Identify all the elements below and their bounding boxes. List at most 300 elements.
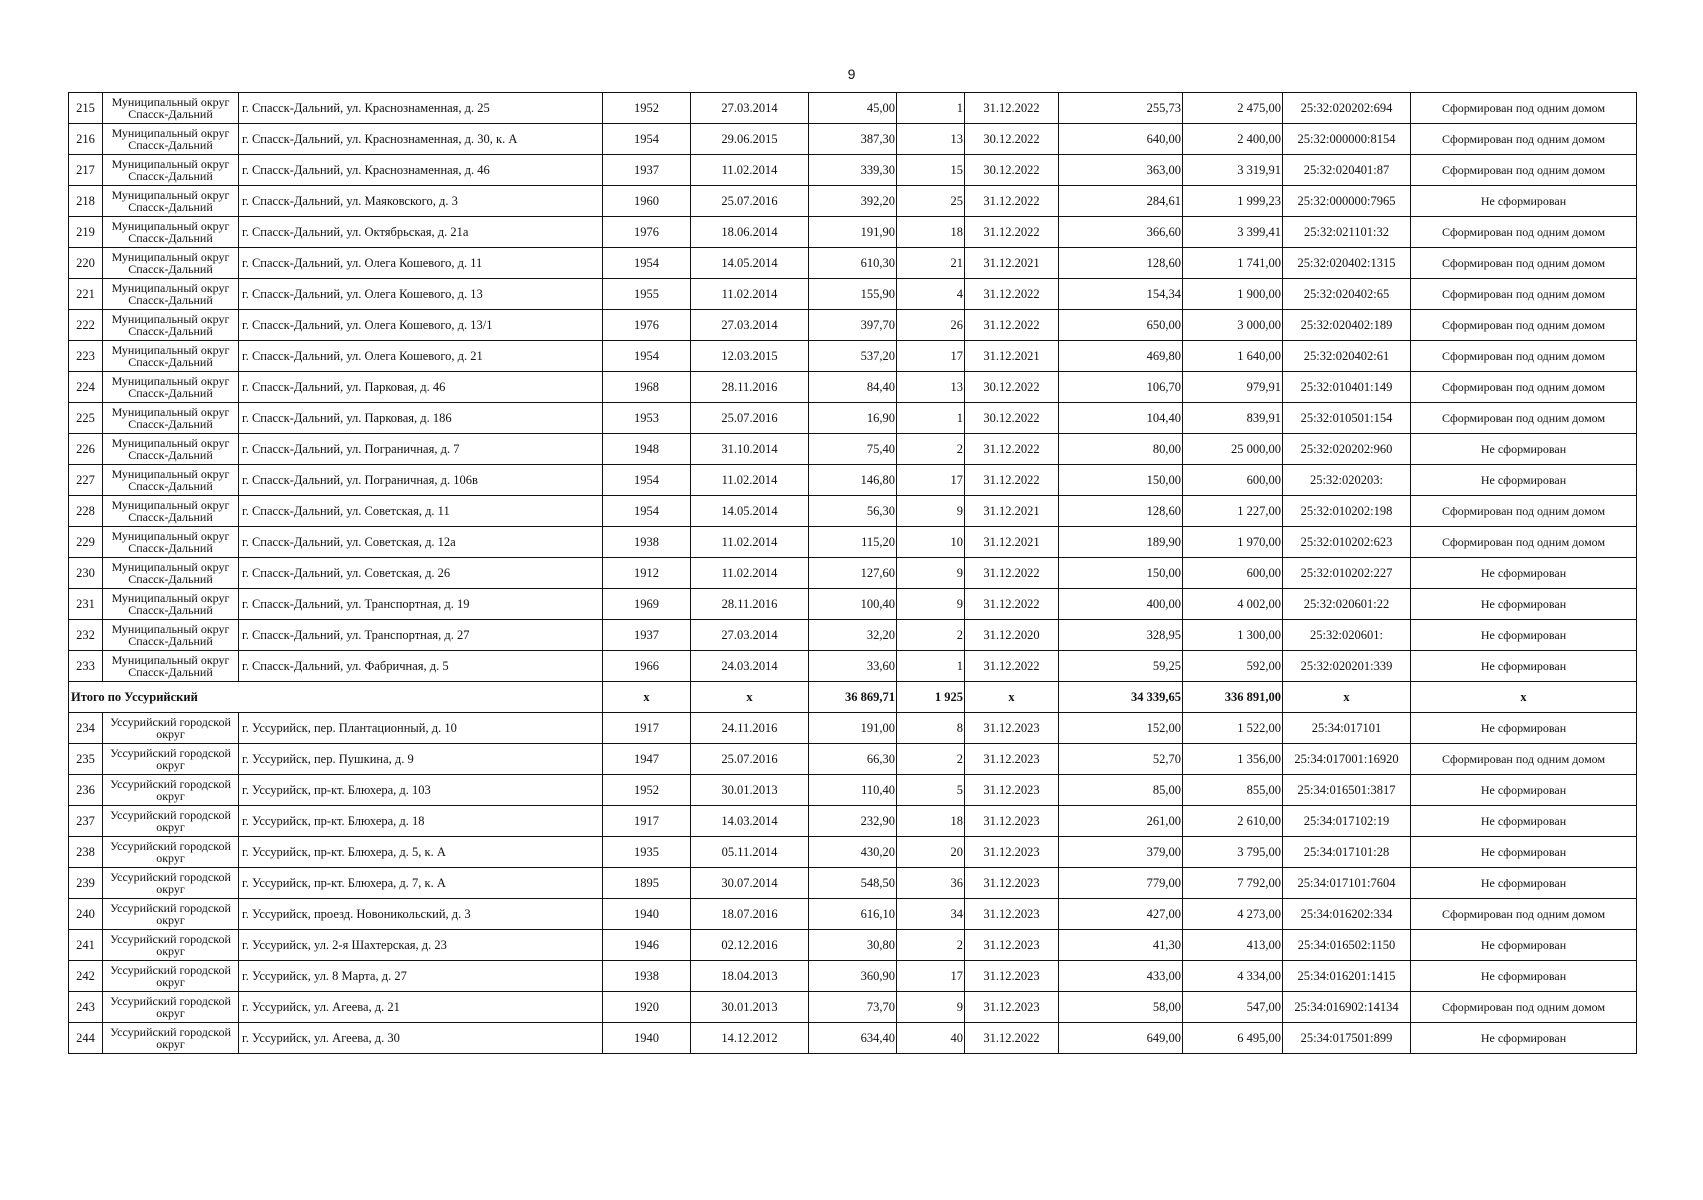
value2-cell: 4 334,00 xyxy=(1183,961,1283,992)
cadastral-number-cell: 25:32:020201:339 xyxy=(1283,651,1411,682)
table-row xyxy=(69,403,1637,434)
residents-count-cell: 15 xyxy=(897,155,965,186)
value1-cell: 150,00 xyxy=(1059,465,1183,496)
municipality-cell: Муниципальный округ Спасск-Дальний xyxy=(103,186,239,217)
total-count: 1 925 xyxy=(897,682,965,713)
land-status-cell: Не сформирован xyxy=(1411,775,1637,806)
table-row xyxy=(69,899,1637,930)
table-body-spassk xyxy=(69,93,1637,682)
municipality-cell: Муниципальный округ Спасск-Дальний xyxy=(103,124,239,155)
address-cell: г. Спасск-Дальний, ул. Олега Кошевого, д. 13/1 xyxy=(239,310,603,341)
cadastral-number-cell: 25:32:020203: xyxy=(1283,465,1411,496)
cadastral-number-cell: 25:32:010202:227 xyxy=(1283,558,1411,589)
cadastral-number-cell: 25:32:010501:154 xyxy=(1283,403,1411,434)
area-cell: 392,20 xyxy=(809,186,897,217)
value2-cell: 1 970,00 xyxy=(1183,527,1283,558)
land-status-cell: Не сформирован xyxy=(1411,806,1637,837)
inspection-date-cell: 14.05.2014 xyxy=(691,248,809,279)
area-cell: 56,30 xyxy=(809,496,897,527)
land-status-cell: Сформирован под одним домом xyxy=(1411,217,1637,248)
row-number-cell: 219 xyxy=(69,217,103,248)
address-cell: г. Спасск-Дальний, ул. Олега Кошевого, д. 13 xyxy=(239,279,603,310)
year-built-cell: 1947 xyxy=(603,744,691,775)
address-cell: г. Спасск-Дальний, ул. Краснознаменная, д. 30, к. А xyxy=(239,124,603,155)
inspection-date-cell: 30.01.2013 xyxy=(691,992,809,1023)
row-number-cell: 218 xyxy=(69,186,103,217)
deadline-date-cell: 31.12.2022 xyxy=(965,186,1059,217)
area-cell: 75,40 xyxy=(809,434,897,465)
inspection-date-cell: 12.03.2015 xyxy=(691,341,809,372)
year-built-cell: 1954 xyxy=(603,248,691,279)
total-row xyxy=(69,682,1637,713)
residents-count-cell: 1 xyxy=(897,403,965,434)
land-status-cell: Сформирован под одним домом xyxy=(1411,527,1637,558)
inspection-date-cell: 25.07.2016 xyxy=(691,744,809,775)
municipality-cell: Муниципальный округ Спасск-Дальний xyxy=(103,155,239,186)
value1-cell: 379,00 xyxy=(1059,837,1183,868)
year-built-cell: 1920 xyxy=(603,992,691,1023)
area-cell: 146,80 xyxy=(809,465,897,496)
address-cell: г. Уссурийск, пр-кт. Блюхера, д. 103 xyxy=(239,775,603,806)
land-status-cell: Сформирован под одним домом xyxy=(1411,124,1637,155)
municipality-cell: Уссурийский городской округ xyxy=(103,961,239,992)
year-built-cell: 1954 xyxy=(603,465,691,496)
area-cell: 100,40 xyxy=(809,589,897,620)
land-status-cell: Не сформирован xyxy=(1411,465,1637,496)
inspection-date-cell: 18.07.2016 xyxy=(691,899,809,930)
year-built-cell: 1917 xyxy=(603,806,691,837)
value1-cell: 779,00 xyxy=(1059,868,1183,899)
land-status-cell: Сформирован под одним домом xyxy=(1411,248,1637,279)
year-built-cell: 1935 xyxy=(603,837,691,868)
cadastral-number-cell: 25:32:020402:189 xyxy=(1283,310,1411,341)
area-cell: 33,60 xyxy=(809,651,897,682)
land-status-cell: Не сформирован xyxy=(1411,713,1637,744)
row-number-cell: 216 xyxy=(69,124,103,155)
address-cell: г. Спасск-Дальний, ул. Транспортная, д. 27 xyxy=(239,620,603,651)
area-cell: 616,10 xyxy=(809,899,897,930)
municipality-cell: Уссурийский городской округ xyxy=(103,992,239,1023)
cadastral-number-cell: 25:32:020601:22 xyxy=(1283,589,1411,620)
address-cell: г. Спасск-Дальний, ул. Фабричная, д. 5 xyxy=(239,651,603,682)
value1-cell: 261,00 xyxy=(1059,806,1183,837)
value2-cell: 3 000,00 xyxy=(1183,310,1283,341)
inspection-date-cell: 11.02.2014 xyxy=(691,558,809,589)
deadline-date-cell: 30.12.2022 xyxy=(965,155,1059,186)
cadastral-number-cell: 25:32:021101:32 xyxy=(1283,217,1411,248)
total-cadastral: x xyxy=(1283,682,1411,713)
year-built-cell: 1937 xyxy=(603,155,691,186)
year-built-cell: 1954 xyxy=(603,124,691,155)
table-row xyxy=(69,806,1637,837)
area-cell: 548,50 xyxy=(809,868,897,899)
cadastral-number-cell: 25:32:020601: xyxy=(1283,620,1411,651)
inspection-date-cell: 29.06.2015 xyxy=(691,124,809,155)
row-number-cell: 233 xyxy=(69,651,103,682)
year-built-cell: 1976 xyxy=(603,310,691,341)
address-cell: г. Спасск-Дальний, ул. Краснознаменная, д. 46 xyxy=(239,155,603,186)
inspection-date-cell: 02.12.2016 xyxy=(691,930,809,961)
deadline-date-cell: 31.12.2023 xyxy=(965,775,1059,806)
deadline-date-cell: 31.12.2022 xyxy=(965,651,1059,682)
address-cell: г. Уссурийск, ул. 2-я Шахтерская, д. 23 xyxy=(239,930,603,961)
deadline-date-cell: 31.12.2021 xyxy=(965,248,1059,279)
residents-count-cell: 9 xyxy=(897,589,965,620)
table-row xyxy=(69,558,1637,589)
table-row xyxy=(69,713,1637,744)
residents-count-cell: 25 xyxy=(897,186,965,217)
row-number-cell: 215 xyxy=(69,93,103,124)
area-cell: 387,30 xyxy=(809,124,897,155)
total-v2: 336 891,00 xyxy=(1183,682,1283,713)
municipality-cell: Муниципальный округ Спасск-Дальний xyxy=(103,527,239,558)
residents-count-cell: 8 xyxy=(897,713,965,744)
total-v1: 34 339,65 xyxy=(1059,682,1183,713)
year-built-cell: 1940 xyxy=(603,1023,691,1054)
value2-cell: 1 900,00 xyxy=(1183,279,1283,310)
value2-cell: 2 475,00 xyxy=(1183,93,1283,124)
municipality-cell: Уссурийский городской округ xyxy=(103,744,239,775)
row-number-cell: 227 xyxy=(69,465,103,496)
land-status-cell: Сформирован под одним домом xyxy=(1411,372,1637,403)
table-row xyxy=(69,155,1637,186)
residents-count-cell: 36 xyxy=(897,868,965,899)
municipality-cell: Уссурийский городской округ xyxy=(103,837,239,868)
inspection-date-cell: 25.07.2016 xyxy=(691,186,809,217)
area-cell: 73,70 xyxy=(809,992,897,1023)
value1-cell: 41,30 xyxy=(1059,930,1183,961)
residents-count-cell: 18 xyxy=(897,806,965,837)
year-built-cell: 1895 xyxy=(603,868,691,899)
municipality-cell: Муниципальный округ Спасск-Дальний xyxy=(103,341,239,372)
value2-cell: 592,00 xyxy=(1183,651,1283,682)
year-built-cell: 1948 xyxy=(603,434,691,465)
address-cell: г. Уссурийск, ул. Агеева, д. 21 xyxy=(239,992,603,1023)
year-built-cell: 1954 xyxy=(603,341,691,372)
total-year: x xyxy=(603,682,691,713)
housing-table xyxy=(68,92,1637,1054)
row-number-cell: 232 xyxy=(69,620,103,651)
total-area: 36 869,71 xyxy=(809,682,897,713)
area-cell: 430,20 xyxy=(809,837,897,868)
value1-cell: 284,61 xyxy=(1059,186,1183,217)
land-status-cell: Сформирован под одним домом xyxy=(1411,899,1637,930)
cadastral-number-cell: 25:34:017101:28 xyxy=(1283,837,1411,868)
row-number-cell: 231 xyxy=(69,589,103,620)
inspection-date-cell: 27.03.2014 xyxy=(691,620,809,651)
address-cell: г. Уссурийск, пер. Пушкина, д. 9 xyxy=(239,744,603,775)
address-cell: г. Спасск-Дальний, ул. Пограничная, д. 106в xyxy=(239,465,603,496)
table-row xyxy=(69,434,1637,465)
cadastral-number-cell: 25:34:016201:1415 xyxy=(1283,961,1411,992)
area-cell: 610,30 xyxy=(809,248,897,279)
address-cell: г. Уссурийск, пр-кт. Блюхера, д. 7, к. А xyxy=(239,868,603,899)
table-row xyxy=(69,589,1637,620)
value1-cell: 52,70 xyxy=(1059,744,1183,775)
residents-count-cell: 5 xyxy=(897,775,965,806)
inspection-date-cell: 05.11.2014 xyxy=(691,837,809,868)
value2-cell: 413,00 xyxy=(1183,930,1283,961)
value1-cell: 58,00 xyxy=(1059,992,1183,1023)
municipality-cell: Уссурийский городской округ xyxy=(103,868,239,899)
residents-count-cell: 9 xyxy=(897,496,965,527)
deadline-date-cell: 30.12.2022 xyxy=(965,124,1059,155)
residents-count-cell: 1 xyxy=(897,651,965,682)
row-number-cell: 223 xyxy=(69,341,103,372)
inspection-date-cell: 18.04.2013 xyxy=(691,961,809,992)
inspection-date-cell: 28.11.2016 xyxy=(691,589,809,620)
municipality-cell: Муниципальный округ Спасск-Дальний xyxy=(103,496,239,527)
municipality-cell: Муниципальный округ Спасск-Дальний xyxy=(103,372,239,403)
municipality-cell: Муниципальный округ Спасск-Дальний xyxy=(103,434,239,465)
cadastral-number-cell: 25:34:017501:899 xyxy=(1283,1023,1411,1054)
area-cell: 397,70 xyxy=(809,310,897,341)
table-row xyxy=(69,620,1637,651)
row-number-cell: 234 xyxy=(69,713,103,744)
year-built-cell: 1946 xyxy=(603,930,691,961)
address-cell: г. Уссурийск, ул. Агеева, д. 30 xyxy=(239,1023,603,1054)
cadastral-number-cell: 25:34:016501:3817 xyxy=(1283,775,1411,806)
table-row xyxy=(69,496,1637,527)
value1-cell: 104,40 xyxy=(1059,403,1183,434)
year-built-cell: 1912 xyxy=(603,558,691,589)
municipality-cell: Уссурийский городской округ xyxy=(103,1023,239,1054)
table-row xyxy=(69,1023,1637,1054)
value2-cell: 2 610,00 xyxy=(1183,806,1283,837)
municipality-cell: Муниципальный округ Спасск-Дальний xyxy=(103,589,239,620)
deadline-date-cell: 31.12.2022 xyxy=(965,558,1059,589)
table-row xyxy=(69,961,1637,992)
area-cell: 155,90 xyxy=(809,279,897,310)
year-built-cell: 1968 xyxy=(603,372,691,403)
table-row xyxy=(69,651,1637,682)
value1-cell: 59,25 xyxy=(1059,651,1183,682)
municipality-cell: Муниципальный округ Спасск-Дальний xyxy=(103,248,239,279)
inspection-date-cell: 11.02.2014 xyxy=(691,527,809,558)
year-built-cell: 1917 xyxy=(603,713,691,744)
area-cell: 127,60 xyxy=(809,558,897,589)
deadline-date-cell: 31.12.2023 xyxy=(965,930,1059,961)
row-number-cell: 237 xyxy=(69,806,103,837)
row-number-cell: 240 xyxy=(69,899,103,930)
value1-cell: 363,00 xyxy=(1059,155,1183,186)
cadastral-number-cell: 25:34:016202:334 xyxy=(1283,899,1411,930)
table-row xyxy=(69,217,1637,248)
inspection-date-cell: 27.03.2014 xyxy=(691,93,809,124)
municipality-cell: Муниципальный округ Спасск-Дальний xyxy=(103,217,239,248)
row-number-cell: 238 xyxy=(69,837,103,868)
area-cell: 30,80 xyxy=(809,930,897,961)
land-status-cell: Не сформирован xyxy=(1411,620,1637,651)
value2-cell: 600,00 xyxy=(1183,558,1283,589)
inspection-date-cell: 30.01.2013 xyxy=(691,775,809,806)
row-number-cell: 228 xyxy=(69,496,103,527)
cadastral-number-cell: 25:34:017102:19 xyxy=(1283,806,1411,837)
table-row xyxy=(69,868,1637,899)
cadastral-number-cell: 25:32:000000:7965 xyxy=(1283,186,1411,217)
value2-cell: 4 002,00 xyxy=(1183,589,1283,620)
cadastral-number-cell: 25:34:017101:7604 xyxy=(1283,868,1411,899)
inspection-date-cell: 28.11.2016 xyxy=(691,372,809,403)
value1-cell: 469,80 xyxy=(1059,341,1183,372)
deadline-date-cell: 31.12.2023 xyxy=(965,868,1059,899)
value1-cell: 427,00 xyxy=(1059,899,1183,930)
deadline-date-cell: 31.12.2022 xyxy=(965,279,1059,310)
land-status-cell: Сформирован под одним домом xyxy=(1411,155,1637,186)
value2-cell: 7 792,00 xyxy=(1183,868,1283,899)
deadline-date-cell: 31.12.2022 xyxy=(965,217,1059,248)
land-status-cell: Не сформирован xyxy=(1411,558,1637,589)
address-cell: г. Спасск-Дальний, ул. Пограничная, д. 7 xyxy=(239,434,603,465)
table-row xyxy=(69,837,1637,868)
area-cell: 634,40 xyxy=(809,1023,897,1054)
residents-count-cell: 10 xyxy=(897,527,965,558)
value2-cell: 1 522,00 xyxy=(1183,713,1283,744)
municipality-cell: Уссурийский городской округ xyxy=(103,899,239,930)
area-cell: 191,90 xyxy=(809,217,897,248)
table-row xyxy=(69,341,1637,372)
municipality-cell: Уссурийский городской округ xyxy=(103,775,239,806)
residents-count-cell: 18 xyxy=(897,217,965,248)
land-status-cell: Не сформирован xyxy=(1411,651,1637,682)
table-row xyxy=(69,744,1637,775)
value2-cell: 600,00 xyxy=(1183,465,1283,496)
cadastral-number-cell: 25:34:016902:14134 xyxy=(1283,992,1411,1023)
deadline-date-cell: 31.12.2023 xyxy=(965,961,1059,992)
inspection-date-cell: 18.06.2014 xyxy=(691,217,809,248)
value2-cell: 2 400,00 xyxy=(1183,124,1283,155)
year-built-cell: 1954 xyxy=(603,496,691,527)
inspection-date-cell: 11.02.2014 xyxy=(691,155,809,186)
value2-cell: 1 300,00 xyxy=(1183,620,1283,651)
deadline-date-cell: 31.12.2023 xyxy=(965,806,1059,837)
cadastral-number-cell: 25:32:010401:149 xyxy=(1283,372,1411,403)
page-number: 9 xyxy=(847,66,856,82)
municipality-cell: Муниципальный округ Спасск-Дальний xyxy=(103,93,239,124)
address-cell: г. Уссурийск, пер. Плантационный, д. 10 xyxy=(239,713,603,744)
area-cell: 32,20 xyxy=(809,620,897,651)
table-row xyxy=(69,248,1637,279)
residents-count-cell: 2 xyxy=(897,620,965,651)
municipality-cell: Муниципальный округ Спасск-Дальний xyxy=(103,465,239,496)
year-built-cell: 1976 xyxy=(603,217,691,248)
value2-cell: 3 319,91 xyxy=(1183,155,1283,186)
area-cell: 339,30 xyxy=(809,155,897,186)
land-status-cell: Сформирован под одним домом xyxy=(1411,310,1637,341)
residents-count-cell: 17 xyxy=(897,341,965,372)
row-number-cell: 236 xyxy=(69,775,103,806)
inspection-date-cell: 11.02.2014 xyxy=(691,279,809,310)
address-cell: г. Спасск-Дальний, ул. Транспортная, д. 19 xyxy=(239,589,603,620)
land-status-cell: Не сформирован xyxy=(1411,186,1637,217)
cadastral-number-cell: 25:32:000000:8154 xyxy=(1283,124,1411,155)
municipality-cell: Муниципальный округ Спасск-Дальний xyxy=(103,403,239,434)
inspection-date-cell: 24.03.2014 xyxy=(691,651,809,682)
table-row xyxy=(69,186,1637,217)
land-status-cell: Не сформирован xyxy=(1411,868,1637,899)
row-number-cell: 244 xyxy=(69,1023,103,1054)
cadastral-number-cell: 25:34:017001:16920 xyxy=(1283,744,1411,775)
land-status-cell: Сформирован под одним домом xyxy=(1411,93,1637,124)
cadastral-number-cell: 25:34:017101 xyxy=(1283,713,1411,744)
cadastral-number-cell: 25:32:020402:65 xyxy=(1283,279,1411,310)
deadline-date-cell: 31.12.2023 xyxy=(965,899,1059,930)
value1-cell: 366,60 xyxy=(1059,217,1183,248)
municipality-cell: Муниципальный округ Спасск-Дальний xyxy=(103,310,239,341)
area-cell: 16,90 xyxy=(809,403,897,434)
land-status-cell: Сформирован под одним домом xyxy=(1411,744,1637,775)
table-row xyxy=(69,279,1637,310)
table-row xyxy=(69,93,1637,124)
residents-count-cell: 17 xyxy=(897,961,965,992)
value2-cell: 6 495,00 xyxy=(1183,1023,1283,1054)
year-built-cell: 1955 xyxy=(603,279,691,310)
table-row xyxy=(69,992,1637,1023)
deadline-date-cell: 31.12.2020 xyxy=(965,620,1059,651)
area-cell: 360,90 xyxy=(809,961,897,992)
year-built-cell: 1953 xyxy=(603,403,691,434)
value1-cell: 150,00 xyxy=(1059,558,1183,589)
deadline-date-cell: 31.12.2022 xyxy=(965,465,1059,496)
cadastral-number-cell: 25:32:020402:1315 xyxy=(1283,248,1411,279)
deadline-date-cell: 31.12.2022 xyxy=(965,310,1059,341)
year-built-cell: 1952 xyxy=(603,93,691,124)
area-cell: 115,20 xyxy=(809,527,897,558)
value1-cell: 128,60 xyxy=(1059,248,1183,279)
cadastral-number-cell: 25:32:010202:198 xyxy=(1283,496,1411,527)
inspection-date-cell: 14.05.2014 xyxy=(691,496,809,527)
table-row xyxy=(69,465,1637,496)
year-built-cell: 1940 xyxy=(603,899,691,930)
land-status-cell: Не сформирован xyxy=(1411,961,1637,992)
address-cell: г. Уссурийск, пр-кт. Блюхера, д. 18 xyxy=(239,806,603,837)
residents-count-cell: 21 xyxy=(897,248,965,279)
residents-count-cell: 17 xyxy=(897,465,965,496)
row-number-cell: 224 xyxy=(69,372,103,403)
total-label: Итого по Уссурийский xyxy=(69,682,603,713)
value1-cell: 649,00 xyxy=(1059,1023,1183,1054)
deadline-date-cell: 31.12.2022 xyxy=(965,93,1059,124)
value2-cell: 4 273,00 xyxy=(1183,899,1283,930)
row-number-cell: 217 xyxy=(69,155,103,186)
area-cell: 191,00 xyxy=(809,713,897,744)
land-status-cell: Не сформирован xyxy=(1411,837,1637,868)
value1-cell: 640,00 xyxy=(1059,124,1183,155)
year-built-cell: 1938 xyxy=(603,527,691,558)
year-built-cell: 1937 xyxy=(603,620,691,651)
value1-cell: 80,00 xyxy=(1059,434,1183,465)
row-number-cell: 226 xyxy=(69,434,103,465)
table-total xyxy=(69,682,1637,713)
value1-cell: 433,00 xyxy=(1059,961,1183,992)
row-number-cell: 239 xyxy=(69,868,103,899)
value1-cell: 650,00 xyxy=(1059,310,1183,341)
land-status-cell: Не сформирован xyxy=(1411,1023,1637,1054)
value2-cell: 1 741,00 xyxy=(1183,248,1283,279)
table-row xyxy=(69,310,1637,341)
address-cell: г. Спасск-Дальний, ул. Парковая, д. 186 xyxy=(239,403,603,434)
deadline-date-cell: 31.12.2023 xyxy=(965,992,1059,1023)
cadastral-number-cell: 25:32:020202:960 xyxy=(1283,434,1411,465)
year-built-cell: 1938 xyxy=(603,961,691,992)
value1-cell: 255,73 xyxy=(1059,93,1183,124)
residents-count-cell: 26 xyxy=(897,310,965,341)
cadastral-number-cell: 25:32:020401:87 xyxy=(1283,155,1411,186)
value1-cell: 128,60 xyxy=(1059,496,1183,527)
deadline-date-cell: 31.12.2022 xyxy=(965,1023,1059,1054)
deadline-date-cell: 30.12.2022 xyxy=(965,403,1059,434)
inspection-date-cell: 25.07.2016 xyxy=(691,403,809,434)
